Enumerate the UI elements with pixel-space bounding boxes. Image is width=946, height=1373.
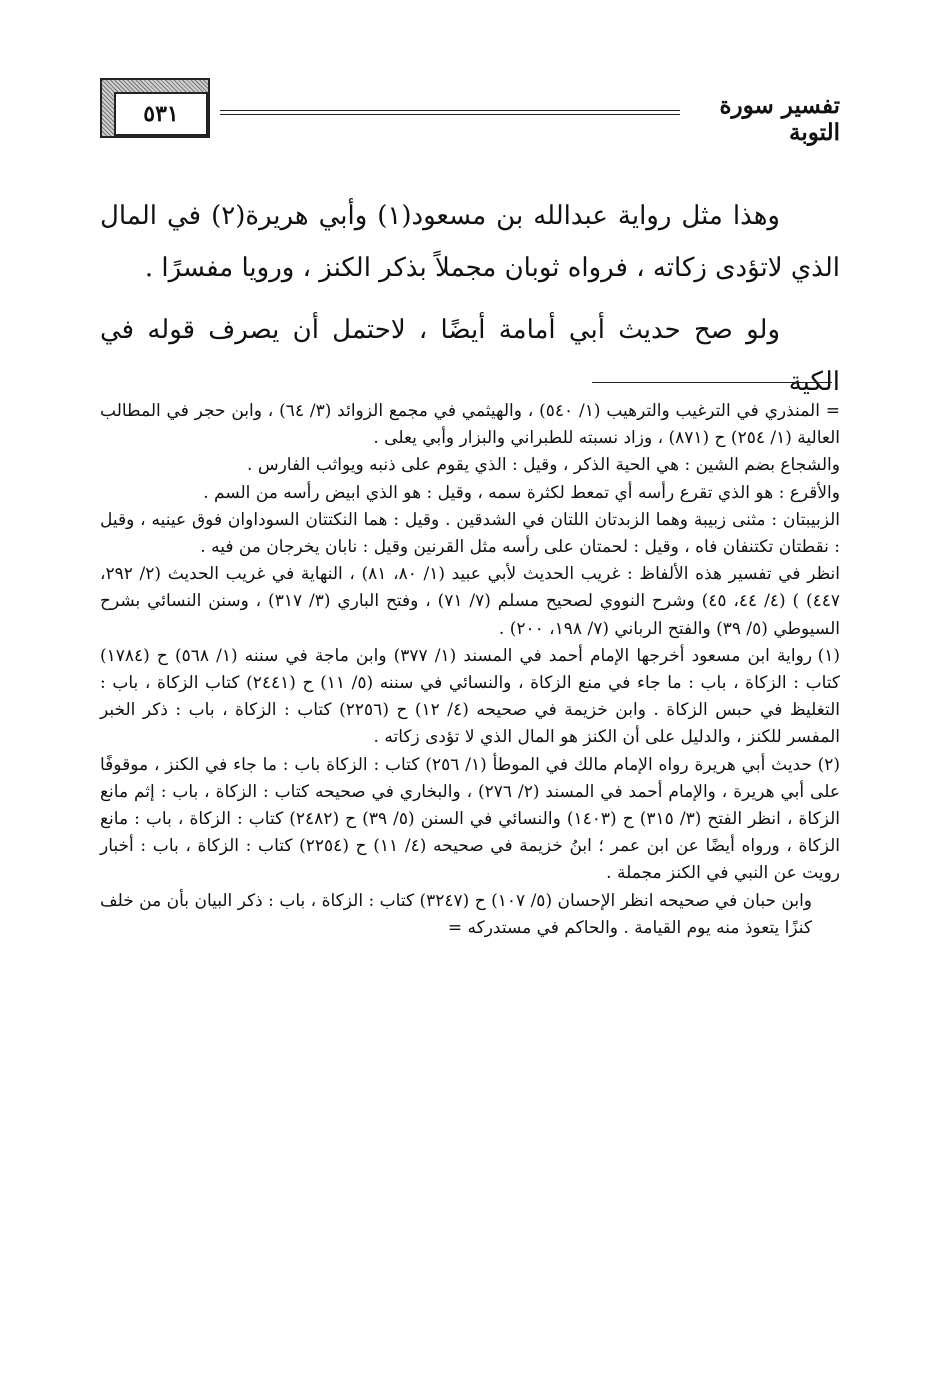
footnote-2: (٢)حديث أبي هريرة رواه الإمام مالك في الموطأ (١/ ٢٥٦) كتاب : الزكاة باب : ما جاء في الكنز ، موقوفًا على أبي هريرة ، والإمام أحمد في المسند (٢/ ٢٧٦) ، والبخاري في صحيحه كتاب : الزكاة ، باب : إثم مانع الزكاة ، انظر الفتح (٣/ ٣١٥) ح (١٤٠٣) والنسائي في السنن (٥/ ٣٩) ح (٢٤٨٢) كتاب : الزكاة ، باب : مانع الزكاة ، ورواه أيضًا عن ابن عمر ؛ ابنُ خزيمة في صحيحه (٤/ ١١) ح (٢٢٥٤) كتاب : الزكاة ، باب : أخبار رويت عن النبي في الكنز مجملة .	[100, 752, 840, 888]
footnote-paragraph: والأقرع : هو الذي تقرع رأسه أي تمعط لكثرة سمه ، وقيل : هو الذي ابيض رأسه من السم .	[203, 482, 840, 503]
footnote-number: (١)	[817, 645, 840, 666]
footnote-paragraph: وابن حبان في صحيحه انظر الإحسان (٥/ ١٠٧) ح (٣٢٤٧) كتاب : الزكاة ، باب : ذكر البيان بأن من خلف كنزًا يتعوذ منه يوم القيامة . والحاكم في مستدركه =	[100, 890, 812, 938]
footnote-1: (١)رواية ابن مسعود أخرجها الإمام أحمد في المسند (١/ ٣٧٧) وابن ماجة في سننه (١/ ٥٦٨) ح (١٧٨٤) كتاب : الزكاة ، باب : ما جاء في منع الزكاة ، والنسائي في سننه (٥/ ١١) ح (٢٤٤١) كتاب الزكاة ، باب : التغليظ في حبس الزكاة . وابن خزيمة في صحيحه (٤/ ١٢) ح (٢٢٥٦) كتاب : الزكاة ، باب : ذكر الخبر المفسر للكنز ، والدليل على أن الكنز هو المال الذي لا تؤدى زكاته .	[100, 643, 840, 752]
footnote-paragraph: والشجاع بضم الشين : هي الحية الذكر ، وقيل : الذي يقوم على ذنبه ويواثب الفارس .	[247, 455, 840, 476]
page-number-box	[100, 78, 210, 138]
page-number: ٥٣١	[114, 92, 208, 136]
footnote-paragraph: انظر في تفسير هذه الألفاظ : غريب الحديث لأبي عبيد (١/ ٨٠، ٨١) ، النهاية في غريب الحديث (٢/ ٢٩٢، ٤٤٧) ) (٤/ ٤٤، ٤٥) وشرح النووي لصحيح مسلم (٧/ ٧١) ، وفتح الباري (٣/ ٣١٧) ، وسنن النسائي بشرح السيوطي (٥/ ٣٩) والفتح الرباني (٧/ ١٩٨، ٢٠٠) .	[100, 564, 840, 639]
page-header	[100, 70, 840, 160]
main-text	[100, 190, 840, 408]
footnotes	[100, 398, 840, 942]
footnote-number: (٢)	[817, 754, 841, 775]
main-paragraph: ولو صح حديث أبي أمامة أيضًا ، لاحتمل أن يصرف قوله في الكية	[100, 315, 840, 397]
footnote-continuation: = المنذري في الترغيب والترهيب (١/ ٥٤٠) ، والهيثمي في مجمع الزوائد (٣/ ٦٤) ، وابن حجر في المطالب العالية (١/ ٢٥٤) ح (٨٧١) ، وزاد نسبته للطبراني والبزار وأبي يعلى .	[100, 401, 840, 449]
main-paragraph: وهذا مثل رواية عبدالله بن مسعود(١) وأبي هريرة(٢) في المال الذي لاتؤدى زكاته ، فرواه ثوبان مجملاً بذكر الكنز ، ورويا مفسرًا .	[100, 201, 840, 283]
footnote-separator	[592, 382, 832, 383]
header-rule	[220, 110, 680, 115]
running-title: تفسير سورة التوبة	[719, 92, 840, 146]
footnote-paragraph: الزبيبتان : مثنى زبيبة وهما الزبدتان اللتان في الشدقين . وقيل : هما النكتتان السوداوان فوق عينيه ، وقيل : نقطتان تكتنفان فاه ، وقيل : لحمتان على رأسه مثل القرنين وقيل : نابان يخرجان من فيه .	[100, 509, 840, 558]
